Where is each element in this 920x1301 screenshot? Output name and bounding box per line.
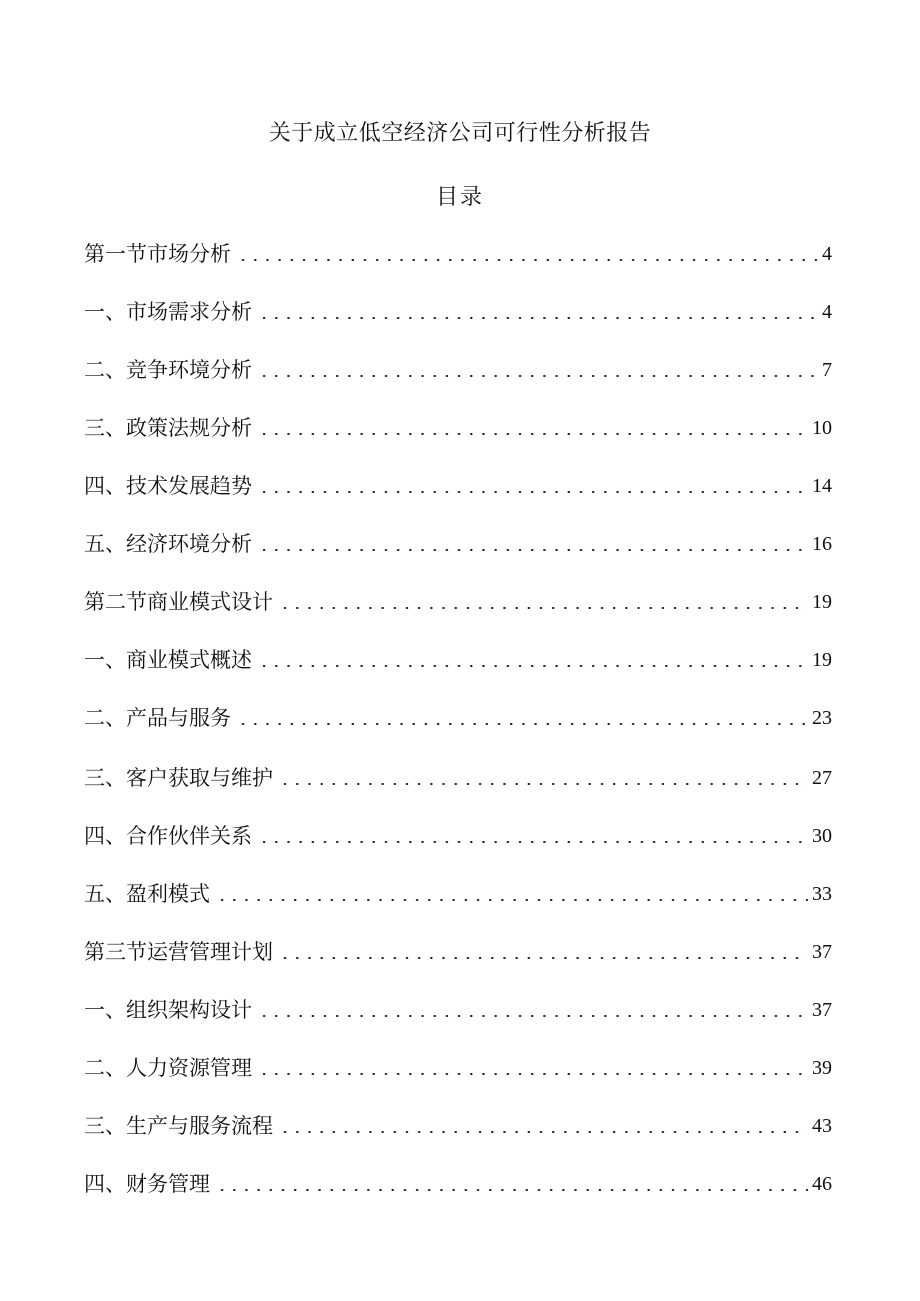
toc-entry-page: 4 — [822, 301, 832, 323]
toc-entry-label: 三、客户获取与维护 — [84, 766, 273, 790]
toc-entry[interactable] — [84, 1111, 832, 1141]
toc-entry-label: 第三节运营管理计划 — [84, 940, 273, 964]
toc-entry[interactable] — [84, 995, 832, 1025]
toc-entry[interactable] — [84, 1053, 832, 1083]
toc-dot-leader — [258, 1073, 808, 1075]
toc-entry-page: 30 — [812, 825, 832, 847]
toc-entry-label: 一、商业模式概述 — [84, 648, 252, 672]
toc-dot-leader — [216, 899, 808, 901]
toc-dot-leader — [258, 841, 808, 843]
toc-dot-leader — [258, 1015, 808, 1017]
toc-dot-leader — [279, 1131, 808, 1133]
toc-entry[interactable] — [84, 587, 832, 617]
toc-dot-leader — [258, 433, 808, 435]
toc-entry[interactable] — [84, 879, 832, 909]
toc-entry[interactable] — [84, 297, 832, 327]
toc-entry-label: 二、竞争环境分析 — [84, 358, 252, 382]
toc-dot-leader — [237, 723, 808, 725]
toc-entry-label: 四、财务管理 — [84, 1172, 210, 1196]
toc-entry-page: 19 — [812, 649, 832, 671]
toc-entry-label: 三、生产与服务流程 — [84, 1114, 273, 1138]
toc-entry-page: 43 — [812, 1115, 832, 1137]
toc-entry-page: 10 — [812, 417, 832, 439]
toc-entry-page: 37 — [812, 999, 832, 1021]
toc-dot-leader — [258, 665, 808, 667]
toc-heading: 目录 — [435, 185, 484, 210]
toc-entry-label: 一、组织架构设计 — [84, 998, 252, 1022]
toc-entry-label: 四、合作伙伴关系 — [84, 824, 252, 848]
toc-entry[interactable] — [84, 937, 832, 967]
toc-entry-page: 7 — [822, 359, 832, 381]
toc-entry-page: 33 — [812, 883, 832, 905]
toc-entry-page: 27 — [812, 767, 832, 789]
toc-entry-label: 四、技术发展趋势 — [84, 474, 252, 498]
toc-dot-leader — [258, 549, 808, 551]
toc-entry[interactable] — [84, 471, 832, 501]
toc-entry[interactable] — [84, 1169, 832, 1199]
toc-entry-page: 14 — [812, 475, 832, 497]
toc-dot-leader — [279, 783, 808, 785]
toc-entry-label: 五、经济环境分析 — [84, 532, 252, 556]
toc-entry[interactable] — [84, 645, 832, 675]
toc-dot-leader — [237, 259, 818, 261]
toc-entry-label: 五、盈利模式 — [84, 882, 210, 906]
toc-entry-page: 4 — [822, 243, 832, 265]
toc-dot-leader — [279, 607, 808, 609]
toc-dot-leader — [258, 491, 808, 493]
document-title: 关于成立低空经济公司可行性分析报告 — [268, 121, 652, 146]
toc-entry-label: 一、市场需求分析 — [84, 300, 252, 324]
toc-entry[interactable] — [84, 355, 832, 385]
toc-entry[interactable] — [84, 529, 832, 559]
toc-entry[interactable] — [84, 239, 832, 269]
toc-entry-page: 39 — [812, 1057, 832, 1079]
toc-entry[interactable] — [84, 821, 832, 851]
toc-entry[interactable] — [84, 763, 832, 793]
toc-entry[interactable] — [84, 413, 832, 443]
toc-entry-label: 二、人力资源管理 — [84, 1056, 252, 1080]
toc-dot-leader — [258, 375, 818, 377]
toc-entry-page: 23 — [812, 707, 832, 729]
toc-dot-leader — [258, 317, 818, 319]
toc-entry-page: 16 — [812, 533, 832, 555]
toc-entry-label: 第二节商业模式设计 — [84, 590, 273, 614]
toc-dot-leader — [279, 957, 808, 959]
toc-entry[interactable] — [84, 703, 832, 733]
toc-dot-leader — [216, 1189, 808, 1191]
toc-entry-page: 19 — [812, 591, 832, 613]
toc-entry-label: 三、政策法规分析 — [84, 416, 252, 440]
toc-entry-label: 二、产品与服务 — [84, 706, 231, 730]
toc-entry-page: 46 — [812, 1173, 832, 1195]
toc-entry-page: 37 — [812, 941, 832, 963]
toc-entry-label: 第一节市场分析 — [84, 242, 231, 266]
